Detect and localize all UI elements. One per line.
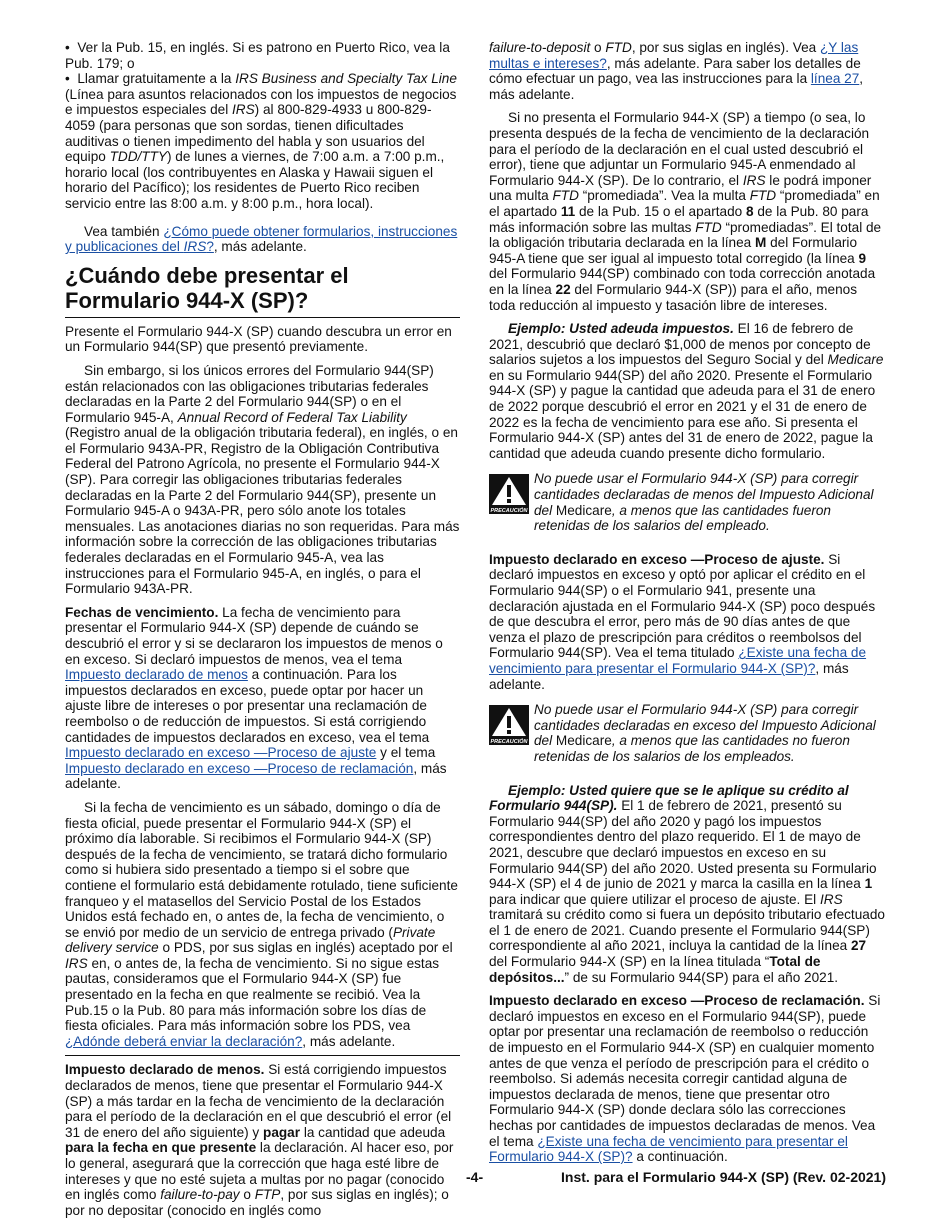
caution-icon: [489, 474, 529, 514]
link-due-date-944x[interactable]: ¿Existe una fecha de vencimiento para presentar el Formulario 944-X (SP)?: [489, 645, 867, 676]
link-adjustment-process[interactable]: Impuesto declarado en exceso —Proceso de ajuste: [65, 745, 377, 761]
bullet-pub15: • Ver la Pub. 15, en inglés. Si es patrono en Puerto Rico, vea la Pub. 179; o: [65, 40, 450, 71]
paragraph-exceptions: Sin embargo, si los únicos errores del Formulario 944(SP) están relacionados con las obligaciones tributarias federales declaradas en la Parte 2 del Formulario 944(SP) o en el Formulario 945-A, Annual Record of Federal Tax Liability (Registro anual de la obligación tributaria federal), en inglés, o en el Formulario 943A-PR, Registro de la Obligación Contributiva Federal del Patrono Agrícola, no presente el Formulario 944-X (SP). Para corregir las obligaciones tributarias federales declaradas en la Parte 2 del Formulario 944(SP), presente un Formulario 945-A o 943A-PR, pero sólo anote los totales mensuales. Las anotaciones diarias no son requeridas. Para más información sobre la corrección de las obligaciones tributarias federales declaradas en el Formulario 945-A, vea las instrucciones para el Formulario 945-A, en inglés, o para el Formulario 943A-PR.: [65, 362, 460, 597]
paragraph-late-filing: Si no presenta el Formulario 944-X (SP) a tiempo (o sea, lo presenta después de la fecha de vencimiento de la declaración para el período de la declaración en el cual usted descubrió el error), tiene que adjuntar un Formulario 945-A enmendado al Formulario 944-X (SP). De lo contrario, el IRS le podrá imponer una multa FTD “promediada”. Vea la multa FTD “promediada” en el apartado 11 de la Pub. 15 o el apartado 8 de la Pub. 80 para más información sobre las multas FTD “promediadas”. El total de la obligación tributaria declarada en la línea M del Formulario 945-A tiene que ser igual al impuesto total corregido (la línea 9 del Formulario 944(SP) combinado con toda corrección anotada en la línea 22 del Formulario 944-X (SP)) para el año, menos toda reducción al impuesto y tasación libre de intereses.: [489, 110, 882, 313]
svg-text:PRECAUCIÓN: PRECAUCIÓN: [490, 739, 528, 746]
bullet-phone: • Llamar gratuitamente a la IRS Business and Specialty Tax Line (Línea para asuntos relacionados con los impuestos de negocios e impuestos especiales del IRS) al 800-829-4933 u 800-829-4059 (para personas que son sordas, tienen dificultades auditivas o tienen impedimento del habla y son usuarios del equipo TDD/TTY) de lunes a viernes, de 7:00 a.m. a 7:00 p.m., horario local (los contribuyentes en Alaska y Hawaii siguen el horario del Pacífico); los residentes de Puerto Rico reciben servicio entre las 8:00 a.m. y 8:00 p.m., hora local).: [65, 71, 457, 211]
paragraph-underreported: Impuesto declarado de menos. Si está corrigiendo impuestos declarados de menos, tiene que presentar el Formulario 944-X (SP) a más tardar en la fecha de vencimiento de la declaración para el período de la declaración en el que descubrió el error (el 31 de enero del año siguiente) y pagar la cantidad que adeuda para la fecha en que presente la declaración. Al hacer eso, por lo general, asegurará que la corrección que haga esté libre de intereses y que no esté sujeta a multas por no pagar (conocido en inglés como failure-to-pay o FTP, por sus siglas en inglés); o por no depositar (conocido en inglés como: [65, 1055, 460, 1218]
link-claim-process[interactable]: Impuesto declarado en exceso —Proceso de reclamación: [65, 760, 414, 776]
paragraph-example-credit: Ejemplo: Usted quiere que se le aplique su crédito al Formulario 944(SP). El 1 de febrero de 2021, presentó su Formulario 944(SP) del año 2020 y pagó los impuestos correspondientes dentro del plazo requerido. El 1 de mayo de 2021, descubre que declaró impuestos en exceso en su Formulario 944(SP) del año 2020. Usted presenta su Formulario 944-X (SP) el 4 de junio de 2021 y marca la casilla en la línea 1 para indicar que quiere utilizar el proceso de ajuste. El IRS tramitará su crédito como si fuera un depósito tributario efectuado el 1 de enero de 2021. Cuando presente el Formulario 944(SP) correspondiente al año 2021, incluya la cantidad de la línea 27 del Formulario 944-X (SP) en la línea titulada “Total de depósitos...” de su Formulario 944(SP) para el año 2021.: [489, 782, 885, 985]
paragraph-adjustment-process: Impuesto declarado en exceso —Proceso de ajuste. Si declaró impuestos en exceso y optó por aplicar el crédito en el Formulario 944(SP) o el Formulario 941, presente una declaración ajustada en el Formulario 944-X (SP) poco después de que descubra el error, pero más de 90 días antes de que venza el plazo de prescripción para créditos o reembolsos del Formulario 944(SP). Vea el tema titulado ¿Existe una fecha de vencimiento para presentar el Formulario 944-X (SP)?, más adelante.: [489, 551, 876, 692]
paragraph-ftd: failure-to-deposit o FTD, por sus siglas en inglés). Vea ¿Y las multas e intereses?, más adelante. Para saber los detalles de cómo efectuar un pago, vea las instrucciones para la línea 27, más adelante.: [489, 40, 864, 102]
paragraph-weekend-due-date: Si la fecha de vencimiento es un sábado, domingo o día de fiesta oficial, puede presentar el Formulario 944-X (SP) el próximo día laborable. Si recibimos el Formulario 944-X (SP) después de la fecha de vencimiento, se tratará dicho formulario como si hubiera sido presentado a tiempo si el sobre que contiene el formulario está debidamente rotulado, tiene suficiente franqueo y el matasellos del Servicio Postal de los Estados Unidos está fechado en, o antes de, la fecha de vencimiento, o se envió por medio de un servicio de entrega privado (Private delivery service o PDS, por sus siglas en inglés) aceptado por el IRS en, o antes de, la fecha de vencimiento. Si no sigue estas pautas, consideramos que el Formulario 944-X (SP) fue presentado en la fecha en que realmente se recibió. Vea la Pub.15 o la Pub. 80 para más información sobre los días de fiesta oficiales. Para más información sobre los PDS, vea ¿Adónde deberá enviar la declaración?, más adelante.: [65, 799, 458, 1049]
paragraph-due-dates: Fechas de vencimiento. La fecha de vencimiento para presentar el Formulario 944-X (SP) depende de cuándo se descubrió el error y si se declararon los impuestos de menos o en exceso. Si declaró impuestos de menos, vea el tema Impuesto declarado de menos a continuación. Para los impuestos declarados en exceso, puede optar por hacer un ajuste libre de intereses o por presentar una reclamación de reembolso o de reducción de impuestos. Si está corrigiendo cantidades de impuestos declarados en exceso, vea el tema Impuesto declarado en exceso —Proceso de ajuste y el tema Impuesto declarado en exceso —Proceso de reclamación, más adelante.: [65, 604, 447, 792]
paragraph-present: Presente el Formulario 944-X (SP) cuando descubra un error en un Formulario 944(SP) que presentó previamente.: [65, 323, 452, 355]
caution-note-underreported: PRECAUCIÓN No puede usar el Formulario 944-X (SP) para corregir cantidades declaradas de menos del Impuesto Adicional del Medicare, a menos que las cantidades fueron retenidas de los salarios del empleado.: [490, 471, 874, 534]
paragraph-claim-process: Impuesto declarado en exceso —Proceso de reclamación. Si declaró impuestos en exceso en el Formulario 944(SP), puede optar por presentar una reclamación de reembolso o reducción de impuesto en el Formulario 944-X (SP) en cualquier momento antes de que venza el período de prescripción para el crédito o reembolso. Si además necesita corregir cantidad alguna de impuestos declarada de menos, tiene que presentar otro Formulario 944-X (SP) donde declara sólo las correcciones hechas por cantidades de impuestos declaradas de menos. Vea el tema ¿Existe una fecha de vencimiento para presentar el Formulario 944-X (SP)? a continuación.: [489, 993, 881, 1165]
left-column: [65, 40, 460, 1226]
paragraph-example-owe: Ejemplo: Usted adeuda impuestos. El 16 de febrero de 2021, descubrió que declaró $1,000 de menos por concepto de salarios sujetos a los impuestos del Seguro Social y del Medicare en su Formulario 944(SP) del año 2020. Presente el Formulario 944-X (SP) y pague la cantidad que adeuda para el 31 de enero de 2022 porque descubrió el error en 2021 y el 31 de enero de 2022 es la fecha de vencimiento para ese año. Si presenta el Formulario 944-X (SP) antes del 31 de enero de 2022, pague la cantidad que adeuda cuando presente dicho formulario.: [489, 321, 884, 461]
link-where-to-file[interactable]: ¿Adónde deberá enviar la declaración?: [65, 1033, 303, 1049]
link-how-to-get-forms[interactable]: ¿Cómo puede obtener formularios, instrucciones y publicaciones del IRS?: [65, 223, 458, 255]
link-due-date-944x-2[interactable]: ¿Existe una fecha de vencimiento para presentar el Formulario 944-X (SP)?: [489, 1133, 848, 1165]
link-line-27[interactable]: línea 27: [810, 71, 860, 87]
caution-icon: [489, 705, 529, 745]
document-title: Inst. para el Formulario 944-X (SP) (Rev. 02-2021): [561, 1169, 886, 1185]
link-underreported-tax[interactable]: Impuesto declarado de menos: [65, 667, 248, 683]
see-also-paragraph: Vea también ¿Cómo puede obtener formularios, instrucciones y publicaciones del IRS?, más adelante.: [65, 223, 458, 255]
right-column: [489, 40, 886, 1173]
svg-text:PRECAUCIÓN: PRECAUCIÓN: [490, 508, 528, 515]
section-heading: ¿Cuándo debe presentar el Formulario 944-X (SP)?: [65, 263, 460, 318]
caution-note-overreported: PRECAUCIÓN No puede usar el Formulario 944-X (SP) para corregir cantidades declaradas en exceso del Impuesto Adicional del Medicare, a menos que las cantidades no fueron retenidas de los salarios de los empleados.: [490, 702, 876, 764]
link-penalties-interest[interactable]: ¿Y las multas e intereses?: [489, 40, 859, 71]
page-number: -4-: [466, 1169, 484, 1185]
